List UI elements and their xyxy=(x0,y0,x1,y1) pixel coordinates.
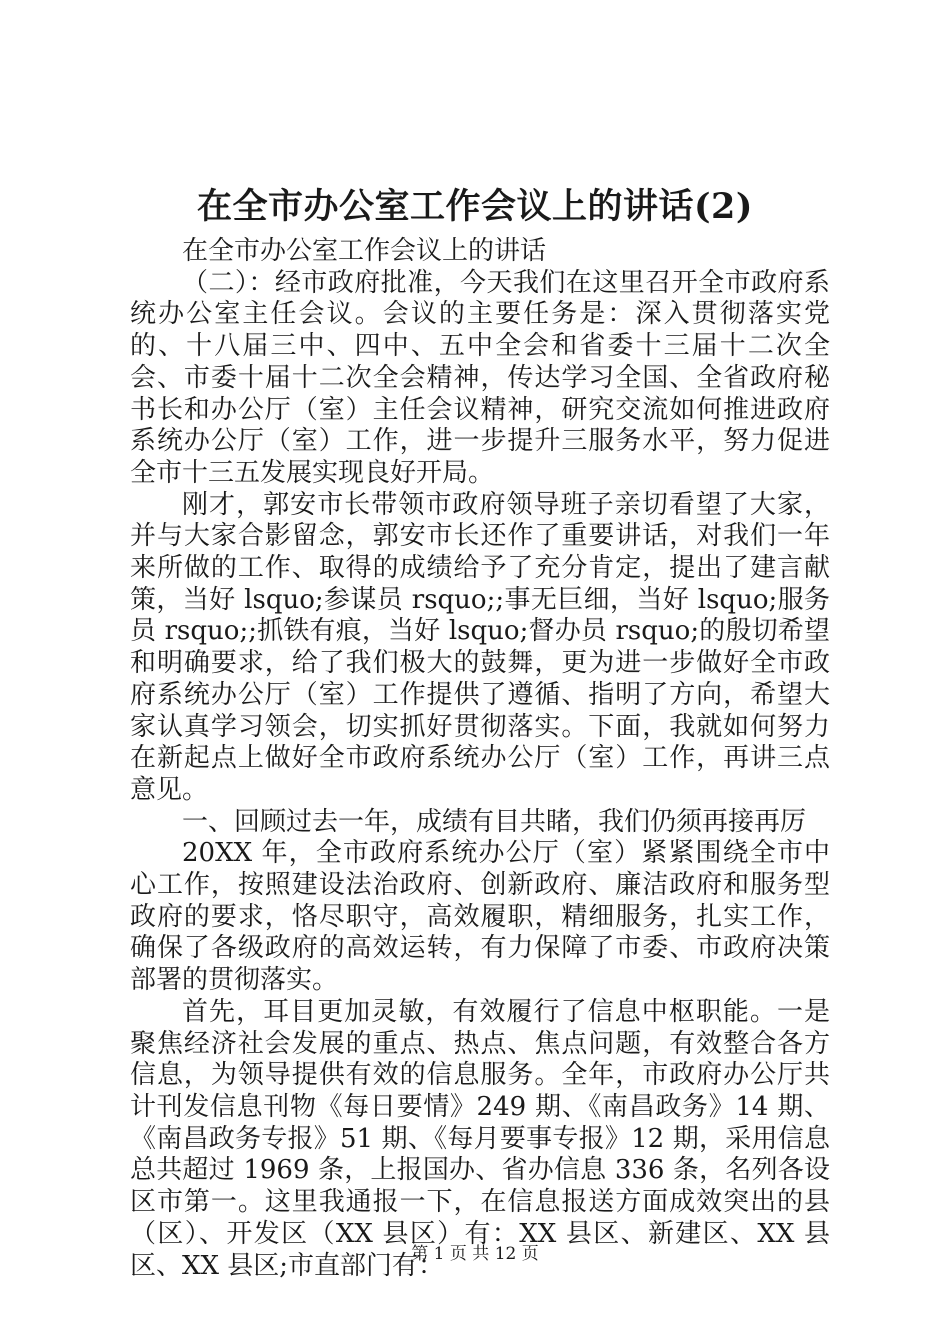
paragraph-subtitle: 在全市办公室工作会议上的讲话 xyxy=(182,236,547,266)
paragraph-review: 20XX 年，全市政府系统办公厅（室）紧紧围绕全市中心工作，按照建设法治政府、创新政府、廉洁政府和服务型政府的要求，恪尽职守，高效履职，精细服务，扎实工作，确保了各级政府的高效运转，有力保障了市委、市政府决策部署的贯彻落实。 xyxy=(130,838,830,996)
paragraph-intro: （二）：经市政府批准，今天我们在这里召开全市政府系统办公室主任会议。会议的主要任务是：深入贯彻落实党的、十八届三中、四中、五中全会和省委十三届十二次全会、市委十届十二次全会精神，传达学习全国、全省政府秘书长和办公厅（室）主任会议精神，研究交流如何推进政府系统办公厅（室）工作，进一步提升三服务水平，努力促进全市十三五发展实现良好开局。 xyxy=(130,267,830,488)
paragraph-information-hub: 首先，耳目更加灵敏，有效履行了信息中枢职能。一是聚焦经济社会发展的重点、热点、焦点问题，有效整合各方信息，为领导提供有效的信息服务。全年，市政府办公厅共计刊发信息刊物《每日要情》249 期、《南昌政务》14 期、《南昌政务专报》51 期、《每月要事专报》12 期，采用信息总共超过 1969 条，上报国办、省办信息 336 条，名列各设区市第一。这里我通报一下，在信息报送方面成效突出的县（区）、开发区（XX 县区）有：XX 县区、新建区、XX 县区、XX 县区;市直部门有： xyxy=(130,996,830,1281)
paragraph-mayor-remarks: 刚才，郭安市长带领市政府领导班子亲切看望了大家，并与大家合影留念，郭安市长还作了重要讲话，对我们一年来所做的工作、取得的成绩给予了充分肯定，提出了建言献策，当好 lsquo;参谋员 rsquo;;事无巨细，当好 lsquo;服务员 rsquo;;抓铁有痕，当好 lsquo;督办员 rsquo;的殷切希望和明确要求，给了我们极大的鼓舞，更为进一步做好全市政府系统办公厅（室）工作提供了遵循、指明了方向，希望大家认真学习领会，切实抓好贯彻落实。下面，我就如何努力在新起点上做好全市政府系统办公厅（室）工作，再讲三点意见。 xyxy=(130,489,830,805)
document-body xyxy=(130,236,830,1282)
page-number: 第 1 页 共 12 页 xyxy=(411,1244,539,1264)
document-title: 在全市办公室工作会议上的讲话(2) xyxy=(197,186,753,227)
section-heading-one: 一、回顾过去一年，成绩有目共睹，我们仍须再接再厉 xyxy=(182,806,807,837)
